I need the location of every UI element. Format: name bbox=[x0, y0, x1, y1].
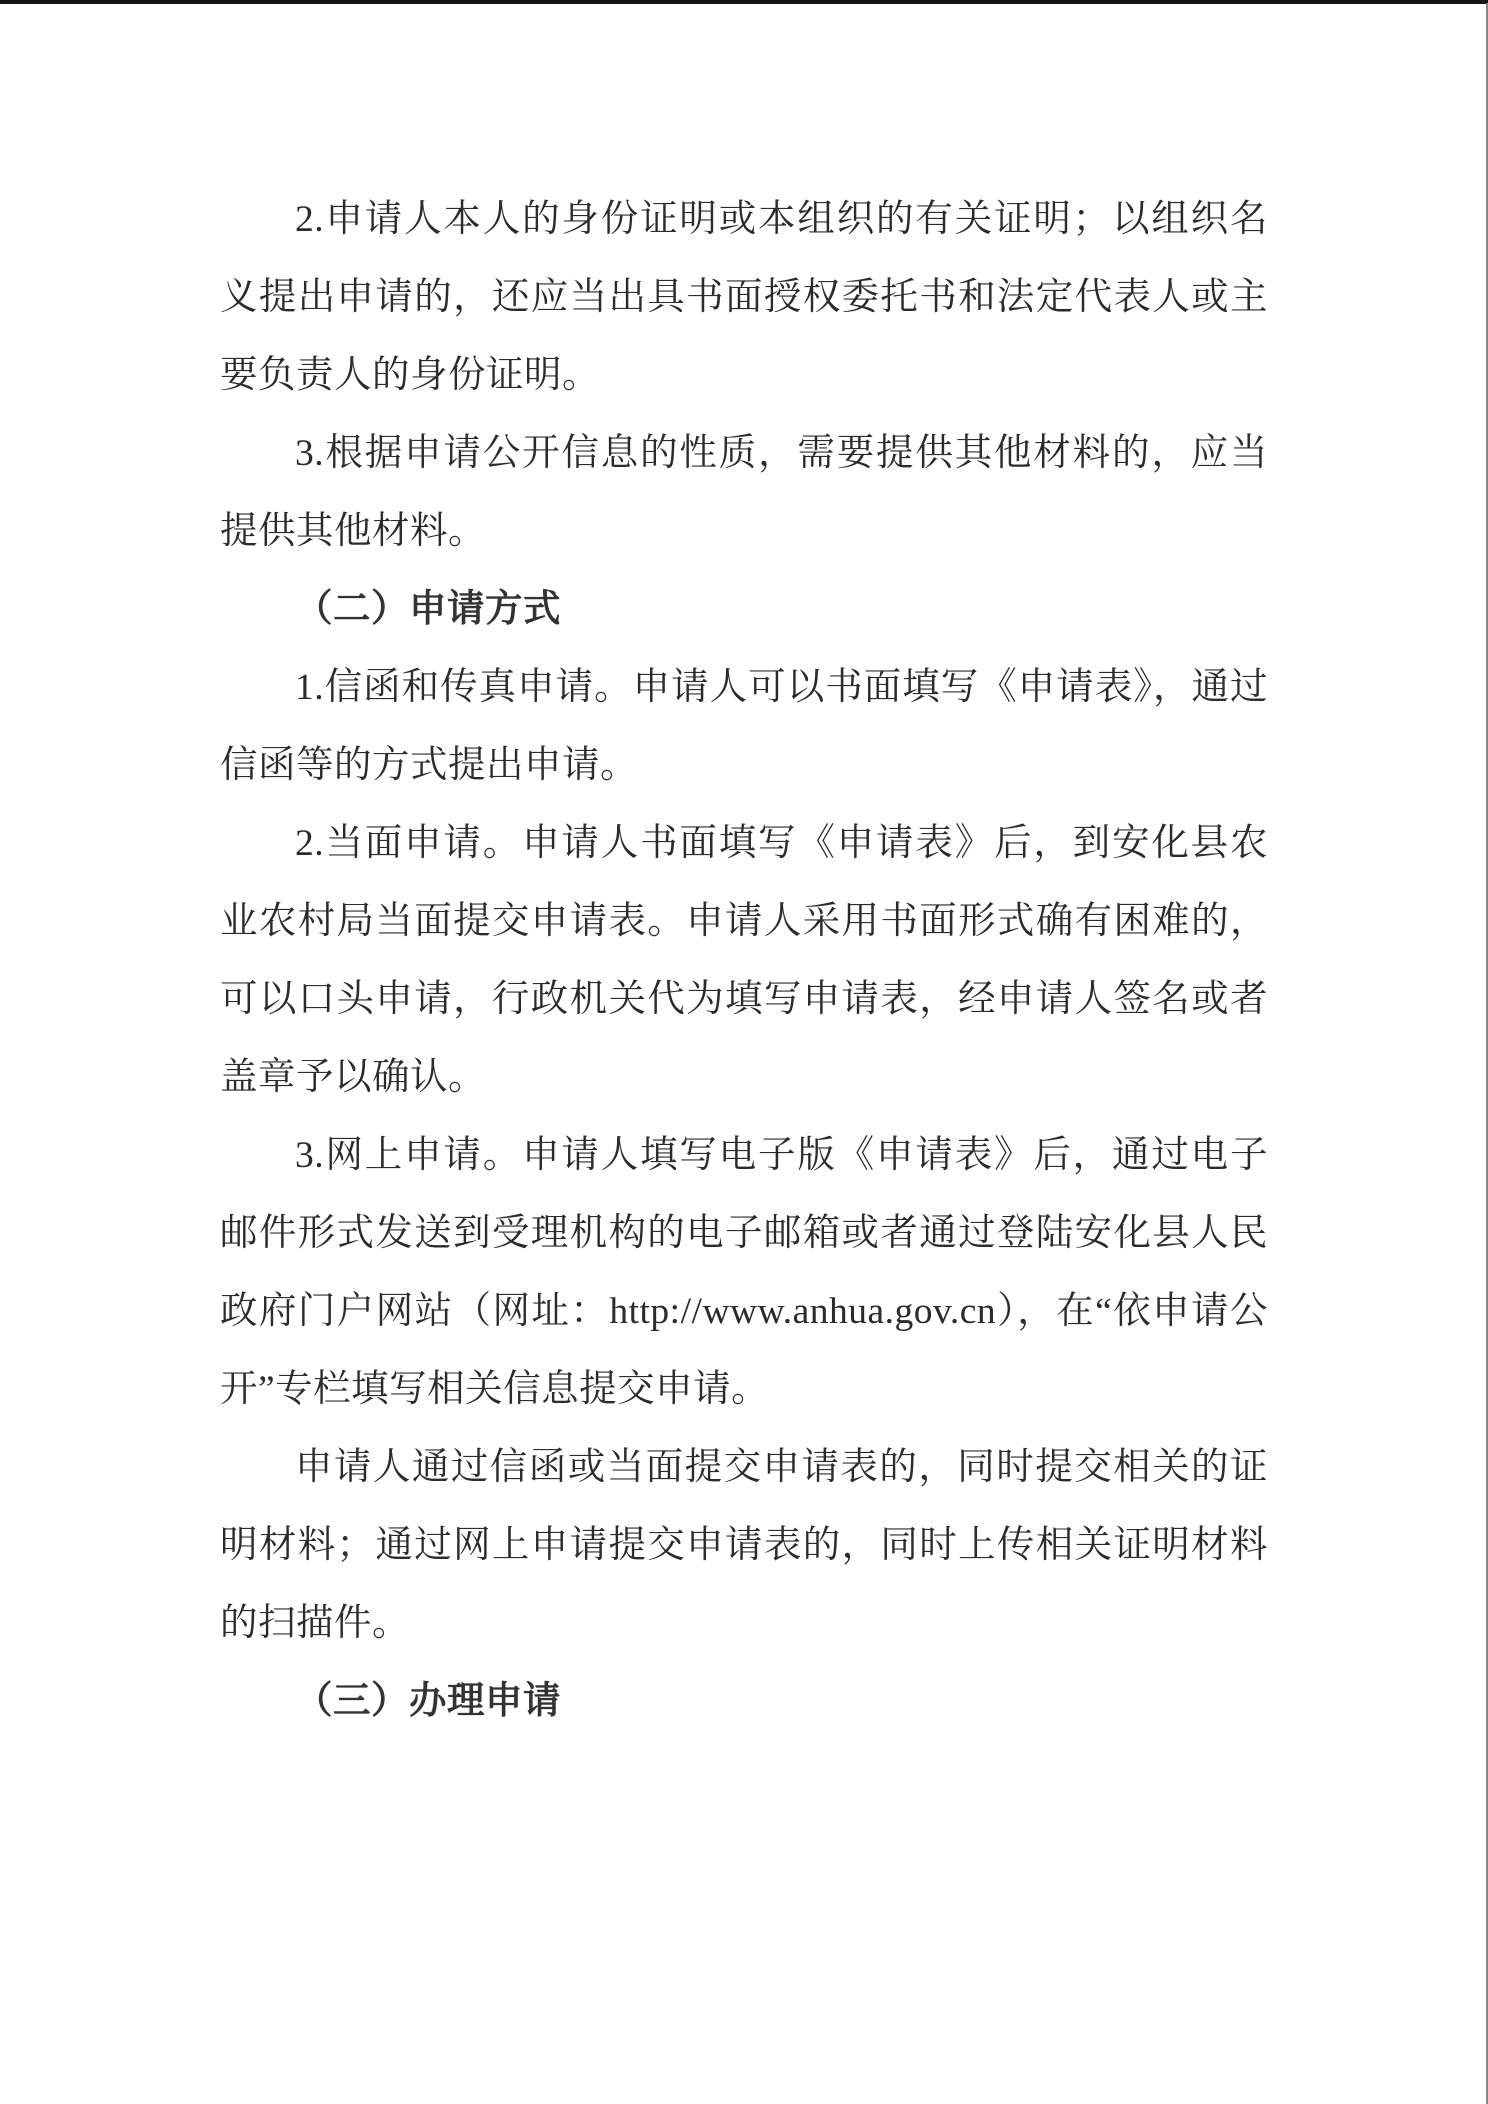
paragraph: 1.信函和传真申请。申请人可以书面填写《申请表》，通过信函等的方式提出申请。 bbox=[220, 667, 1268, 786]
document-body bbox=[220, 181, 1268, 1741]
section-heading: （二）申请方式 bbox=[295, 589, 561, 630]
paragraph: 3.网上申请。申请人填写电子版《申请表》后，通过电子邮件形式发送到受理机构的电子邮箱或者通过登陆安化县人民政府门户网站（网址：http://www.anhua.gov.cn），在“依申请公开”专栏填写相关信息提交申请。 bbox=[220, 1135, 1268, 1410]
section-heading: （三）办理申请 bbox=[295, 1681, 561, 1722]
paragraph: 2.当面申请。申请人书面填写《申请表》后，到安化县农业农村局当面提交申请表。申请人采用书面形式确有困难的，可以口头申请，行政机关代为填写申请表，经申请人签名或者盖章予以确认。 bbox=[220, 823, 1268, 1098]
paragraph: 3.根据申请公开信息的性质，需要提供其他材料的，应当提供其他材料。 bbox=[220, 433, 1268, 552]
page-top-edge bbox=[0, 0, 1488, 4]
paragraph: 2.申请人本人的身份证明或本组织的有关证明；以组织名义提出申请的，还应当出具书面授权委托书和法定代表人或主要负责人的身份证明。 bbox=[220, 199, 1268, 396]
paragraph: 申请人通过信函或当面提交申请表的，同时提交相关的证明材料；通过网上申请提交申请表的，同时上传相关证明材料的扫描件。 bbox=[220, 1447, 1268, 1644]
